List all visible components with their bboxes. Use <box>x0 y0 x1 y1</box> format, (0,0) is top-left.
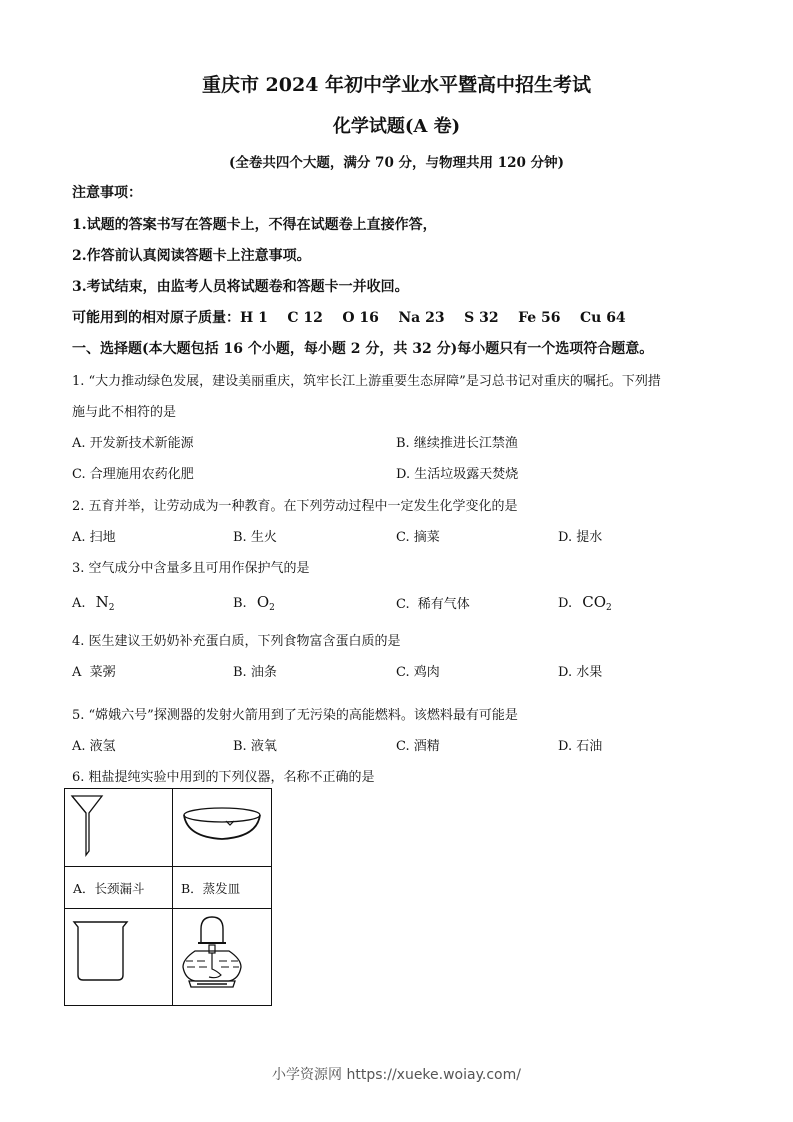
chem-subscript: 2 <box>108 603 115 613</box>
option-letter: B. <box>233 596 247 611</box>
question-4-option-d: D. 水果 <box>558 665 603 680</box>
question-1-option-a: A. 开发新技术新能源 <box>72 436 194 451</box>
question-1-option-c: C. 合理施用农药化肥 <box>72 467 194 482</box>
question-1-stem-line2: 施与此不相符的是 <box>72 405 177 420</box>
exam-subtitle: 化学试题(A 卷) <box>332 116 461 137</box>
question-2-option-a: A. 扫地 <box>72 530 116 545</box>
question-3-option-a <box>72 593 115 613</box>
alcohol-lamp-icon <box>173 909 271 1001</box>
question-5-option-b: B. 液氧 <box>233 739 277 754</box>
question-1-option-b: B. 继续推进长江禁渔 <box>396 436 518 451</box>
option-letter: A. <box>72 596 86 611</box>
apparatus-cell-a-image <box>65 789 173 867</box>
question-5-stem: 5. “嫦娥六号”探测器的发射火箭用到了无污染的高能燃料。该燃料最有可能是 <box>72 708 518 723</box>
footer-watermark: 小学资源网 https://xueke.woiay.com/ <box>272 1067 521 1083</box>
question-3-option-d <box>558 593 612 613</box>
option-text: 稀有气体 <box>417 597 470 612</box>
chem-formula: CO <box>582 593 607 611</box>
note-item-1: 1.试题的答案书写在答题卡上，不得在试题卷上直接作答， <box>72 217 437 233</box>
chem-subscript: 2 <box>269 603 275 613</box>
question-4-option-a: A 菜粥 <box>72 665 116 680</box>
chem-formula: O <box>256 593 270 611</box>
question-3-option-b <box>233 593 275 613</box>
question-6-stem: 6. 粗盐提纯实验中用到的下列仪器，名称不正确的是 <box>72 770 375 785</box>
question-5-option-c: C. 酒精 <box>396 739 440 754</box>
note-item-2: 2.作答前认真阅读答题卡上注意事项。 <box>72 248 311 264</box>
question-5-option-d: D. 石油 <box>558 739 603 754</box>
apparatus-label-a: A．长颈漏斗 <box>65 867 173 909</box>
exam-title: 重庆市 2024 年初中学业水平暨高中招生考试 <box>201 74 592 96</box>
notes-heading: 注意事项： <box>72 185 142 201</box>
option-letter: C. <box>396 597 410 612</box>
evaporating-dish-icon <box>173 789 271 862</box>
apparatus-label-b: B．蒸发皿 <box>173 867 272 909</box>
question-2-option-c: C. 摘菜 <box>396 530 440 545</box>
option-letter: D. <box>558 596 573 611</box>
exam-info: (全卷共四个大题，满分 70 分，与物理共用 120 分钟) <box>228 155 565 171</box>
question-2-option-b: B. 生火 <box>233 530 277 545</box>
note-item-3: 3.考试结束，由监考人员将试题卷和答题卡一并收回。 <box>72 279 409 295</box>
apparatus-cell-d-image <box>173 909 272 1006</box>
apparatus-cell-b-image <box>173 789 272 867</box>
question-4-option-c: C. 鸡肉 <box>396 665 440 680</box>
question-5-option-a: A. 液氢 <box>72 739 116 754</box>
apparatus-table <box>64 788 272 1006</box>
beaker-icon <box>65 909 172 1001</box>
question-2-option-d: D. 提水 <box>558 530 603 545</box>
chem-formula: N <box>95 593 109 611</box>
question-3-stem: 3. 空气成分中含量多且可用作保护气的是 <box>72 561 310 576</box>
chem-subscript: 2 <box>606 603 612 613</box>
question-2-stem: 2. 五育并举，让劳动成为一种教育。在下列劳动过程中一定发生化学变化的是 <box>72 499 518 514</box>
funnel-icon <box>65 789 172 862</box>
atomic-masses: 可能用到的相对原子质量：H 1 C 12 O 16 Na 23 S 32 Fe 56 Cu 64 <box>72 310 626 326</box>
question-3-option-c <box>396 593 470 612</box>
question-1-stem-line1: 1. “大力推动绿色发展，建设美丽重庆，筑牢长江上游重要生态屏障”是习总书记对重庆的嘱托。下列措 <box>72 374 661 389</box>
question-4-option-b: B. 油条 <box>233 665 277 680</box>
question-4-stem: 4. 医生建议王奶奶补充蛋白质，下列食物富含蛋白质的是 <box>72 634 401 649</box>
question-1-option-d: D. 生活垃圾露天焚烧 <box>396 467 519 482</box>
apparatus-cell-c-image <box>65 909 173 1006</box>
section-1-heading: 一、选择题(本大题包括 16 个小题，每小题 2 分，共 32 分)每小题只有一个选项符合题意。 <box>72 341 654 357</box>
